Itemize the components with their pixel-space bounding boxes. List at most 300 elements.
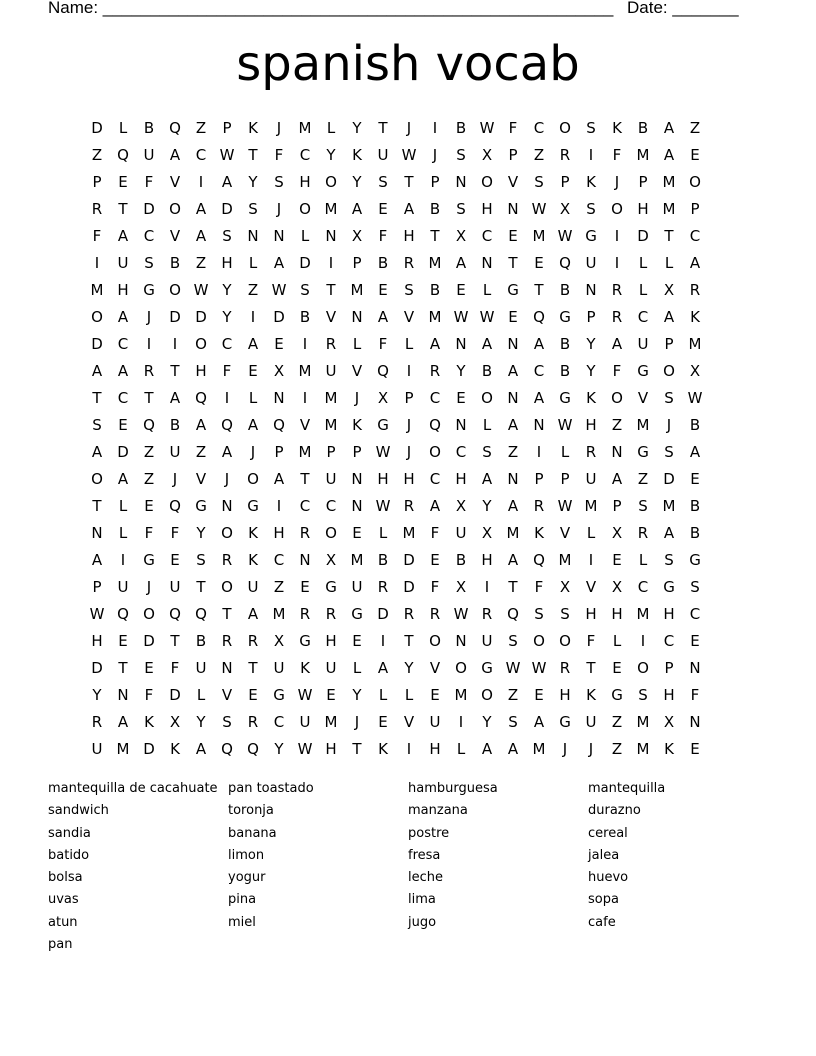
grid-letter: A — [507, 361, 519, 380]
grid-letter: D — [169, 685, 181, 704]
grid-letter: H — [403, 226, 415, 245]
grid-letter: U — [585, 712, 597, 731]
grid-letter: S — [456, 145, 466, 164]
grid-letter: N — [689, 658, 701, 677]
word-list-item: banana — [228, 825, 277, 841]
grid-letter: Q — [559, 253, 571, 272]
word-list-item: durazno — [588, 803, 641, 819]
grid-letter: K — [300, 658, 310, 677]
grid-letter: C — [637, 577, 649, 596]
grid-letter: C — [637, 307, 649, 326]
grid-letter: C — [221, 334, 233, 353]
grid-letter: I — [250, 307, 256, 326]
grid-letter: R — [533, 496, 545, 515]
grid-letter: K — [352, 415, 362, 434]
grid-letter: T — [222, 604, 232, 623]
grid-letter: K — [664, 739, 674, 758]
grid-letter: M — [298, 361, 312, 380]
grid-letter: I — [588, 145, 594, 164]
grid-letter: U — [637, 334, 649, 353]
grid-letter: A — [403, 199, 415, 218]
grid-letter: U — [195, 658, 207, 677]
grid-letter: P — [560, 469, 570, 488]
grid-letter: J — [146, 577, 152, 596]
grid-letter: E — [612, 550, 622, 569]
word-list-item: cereal — [588, 825, 628, 841]
grid-letter: W — [271, 280, 287, 299]
grid-letter: Z — [637, 469, 649, 488]
grid-letter: Z — [91, 145, 103, 164]
grid-letter: A — [377, 658, 389, 677]
grid-letter: O — [429, 442, 441, 461]
grid-letter: O — [325, 523, 337, 542]
grid-letter: H — [91, 631, 103, 650]
grid-letter: L — [456, 739, 466, 758]
grid-letter: R — [585, 442, 597, 461]
grid-letter: O — [429, 631, 441, 650]
grid-letter: A — [195, 199, 207, 218]
grid-letter: P — [92, 577, 102, 596]
grid-letter: T — [352, 739, 362, 758]
grid-letter: A — [195, 739, 207, 758]
grid-letter: Z — [143, 469, 155, 488]
grid-letter: X — [689, 361, 701, 380]
grid-letter: M — [454, 685, 468, 704]
grid-letter: I — [198, 172, 204, 191]
grid-letter: N — [273, 226, 285, 245]
grid-letter: P — [326, 442, 336, 461]
grid-letter: M — [272, 604, 286, 623]
grid-letter: J — [172, 469, 178, 488]
grid-letter: J — [250, 442, 256, 461]
grid-letter: H — [325, 739, 337, 758]
grid-letter: B — [299, 307, 311, 326]
grid-letter: C — [689, 226, 701, 245]
grid-letter: G — [637, 361, 649, 380]
date-field: Date: _______ — [627, 0, 739, 17]
grid-letter: K — [612, 118, 622, 137]
grid-letter: B — [559, 334, 571, 353]
grid-letter: A — [195, 415, 207, 434]
grid-letter: C — [117, 388, 129, 407]
grid-letter: F — [92, 226, 102, 245]
grid-letter: J — [432, 145, 438, 164]
grid-letter: N — [221, 496, 233, 515]
grid-letter: O — [169, 280, 181, 299]
grid-letter: V — [195, 469, 207, 488]
grid-letter: V — [169, 226, 181, 245]
grid-letter: K — [352, 145, 362, 164]
grid-letter: L — [482, 280, 492, 299]
grid-letter: E — [690, 145, 700, 164]
grid-letter: U — [585, 253, 597, 272]
grid-letter: S — [222, 712, 232, 731]
grid-letter: G — [481, 658, 493, 677]
grid-letter: U — [299, 712, 311, 731]
grid-letter: E — [456, 388, 466, 407]
grid-letter: T — [300, 469, 310, 488]
grid-letter: M — [636, 145, 650, 164]
word-list-item: sopa — [588, 892, 619, 908]
grid-letter: I — [432, 118, 438, 137]
word-list-item: fresa — [408, 847, 441, 863]
grid-letter: K — [378, 739, 388, 758]
grid-letter: Y — [222, 307, 232, 326]
grid-letter: S — [456, 199, 466, 218]
grid-letter: S — [638, 496, 648, 515]
grid-letter: O — [533, 631, 545, 650]
grid-letter: A — [377, 307, 389, 326]
grid-letter: L — [352, 334, 362, 353]
grid-letter: L — [638, 253, 648, 272]
grid-letter: Y — [196, 523, 206, 542]
grid-letter: L — [248, 388, 258, 407]
name-field: Name: ______________________________________________________ — [48, 0, 614, 17]
grid-letter: T — [170, 631, 180, 650]
grid-letter: I — [588, 550, 594, 569]
grid-letter: U — [169, 577, 181, 596]
grid-letter: E — [378, 712, 388, 731]
grid-letter: L — [638, 280, 648, 299]
grid-letter: A — [117, 307, 129, 326]
grid-letter: S — [404, 280, 414, 299]
word-list-item: limon — [228, 847, 265, 863]
grid-letter: X — [169, 712, 181, 731]
grid-letter: G — [559, 712, 571, 731]
grid-letter: M — [116, 739, 130, 758]
grid-letter: H — [195, 361, 207, 380]
grid-letter: G — [351, 604, 363, 623]
word-list-item: hamburguesa — [408, 781, 498, 796]
grid-letter: Q — [533, 307, 545, 326]
grid-letter: P — [92, 172, 102, 191]
grid-letter: O — [481, 172, 493, 191]
grid-letter: R — [429, 604, 441, 623]
grid-letter: R — [221, 631, 233, 650]
word-list-item: toronja — [228, 803, 274, 819]
grid-letter: U — [117, 577, 129, 596]
grid-letter: W — [505, 658, 521, 677]
grid-letter: S — [508, 631, 518, 650]
grid-letter: N — [91, 523, 103, 542]
grid-letter: X — [663, 712, 675, 731]
grid-letter: W — [557, 415, 573, 434]
grid-letter: M — [428, 307, 442, 326]
grid-letter: Q — [507, 604, 519, 623]
grid-letter: B — [559, 280, 571, 299]
grid-letter: L — [586, 523, 596, 542]
grid-letter: I — [94, 253, 100, 272]
grid-letter: F — [222, 361, 232, 380]
grid-letter: X — [351, 226, 363, 245]
grid-letter: O — [611, 388, 623, 407]
grid-letter: X — [455, 577, 467, 596]
grid-letter: H — [455, 469, 467, 488]
grid-letter: G — [195, 496, 207, 515]
grid-letter: P — [664, 334, 674, 353]
grid-letter: B — [169, 253, 181, 272]
grid-letter: K — [586, 172, 596, 191]
grid-letter: F — [534, 577, 544, 596]
grid-letter: S — [638, 685, 648, 704]
grid-letter: N — [507, 199, 519, 218]
grid-letter: Z — [611, 712, 623, 731]
grid-letter: T — [430, 226, 440, 245]
grid-letter: G — [559, 307, 571, 326]
grid-letter: R — [403, 496, 415, 515]
grid-letter: Y — [326, 145, 336, 164]
grid-letter: S — [534, 604, 544, 623]
grid-letter: O — [559, 631, 571, 650]
grid-letter: W — [375, 442, 391, 461]
grid-letter: L — [248, 253, 258, 272]
grid-letter: B — [689, 415, 701, 434]
grid-letter: J — [276, 199, 282, 218]
grid-letter: J — [146, 307, 152, 326]
grid-letter: R — [481, 604, 493, 623]
word-list-item: sandia — [48, 825, 91, 841]
grid-letter: M — [324, 199, 338, 218]
grid-letter: A — [481, 334, 493, 353]
grid-letter: A — [689, 442, 701, 461]
grid-letter: W — [219, 145, 235, 164]
grid-letter: M — [636, 739, 650, 758]
grid-letter: O — [455, 658, 467, 677]
grid-letter: E — [118, 631, 128, 650]
grid-letter: Y — [352, 118, 362, 137]
grid-letter: A — [429, 496, 441, 515]
word-list-item: pan toastado — [228, 781, 314, 796]
grid-letter: A — [195, 226, 207, 245]
grid-letter: H — [299, 172, 311, 191]
word-list-item: cafe — [588, 914, 616, 930]
grid-letter: E — [430, 685, 440, 704]
grid-letter: I — [458, 712, 464, 731]
grid-letter: L — [378, 523, 388, 542]
grid-letter: H — [377, 469, 389, 488]
grid-letter: D — [143, 631, 155, 650]
grid-letter: A — [611, 469, 623, 488]
grid-letter: L — [378, 685, 388, 704]
grid-letter: I — [484, 577, 490, 596]
grid-letter: D — [637, 226, 649, 245]
grid-letter: B — [429, 280, 441, 299]
grid-letter: Y — [586, 361, 596, 380]
grid-letter: U — [143, 145, 155, 164]
word-list-item: jalea — [588, 847, 620, 863]
grid-letter: C — [117, 334, 129, 353]
grid-letter: F — [430, 577, 440, 596]
grid-letter: Y — [586, 334, 596, 353]
grid-letter: Q — [273, 415, 285, 434]
grid-letter: A — [91, 442, 103, 461]
grid-letter: T — [118, 658, 128, 677]
grid-letter: A — [663, 118, 675, 137]
grid-letter: V — [221, 685, 233, 704]
grid-letter: S — [586, 118, 596, 137]
grid-letter: T — [170, 361, 180, 380]
grid-letter: Q — [169, 496, 181, 515]
grid-letter: X — [611, 577, 623, 596]
grid-letter: Q — [533, 550, 545, 569]
grid-letter: C — [143, 226, 155, 245]
grid-letter: G — [507, 280, 519, 299]
grid-letter: A — [533, 712, 545, 731]
word-list-item: mantequilla — [588, 781, 666, 796]
grid-letter: J — [666, 415, 672, 434]
grid-letter: P — [352, 442, 362, 461]
grid-letter: W — [687, 388, 703, 407]
grid-letter: Z — [143, 442, 155, 461]
grid-letter: P — [664, 658, 674, 677]
grid-letter: F — [170, 658, 180, 677]
grid-letter: M — [324, 415, 338, 434]
grid-letter: O — [91, 469, 103, 488]
grid-letter: H — [221, 253, 233, 272]
grid-letter: P — [404, 388, 414, 407]
page-title: spanish vocab — [236, 36, 580, 92]
grid-letter: Q — [143, 415, 155, 434]
grid-letter: H — [585, 415, 597, 434]
grid-letter: I — [120, 550, 126, 569]
grid-letter: D — [663, 469, 675, 488]
grid-letter: R — [325, 334, 337, 353]
grid-letter: P — [508, 145, 518, 164]
grid-letter: Y — [248, 172, 258, 191]
grid-letter: T — [196, 577, 206, 596]
grid-letter: L — [300, 226, 310, 245]
grid-letter: S — [300, 280, 310, 299]
grid-letter: W — [89, 604, 105, 623]
grid-letter: H — [585, 604, 597, 623]
grid-letter: L — [196, 685, 206, 704]
word-list-item: mantequilla de cacahuate — [48, 781, 218, 796]
grid-letter: U — [585, 469, 597, 488]
grid-letter: T — [508, 577, 518, 596]
grid-letter: M — [662, 199, 676, 218]
grid-letter: G — [377, 415, 389, 434]
grid-letter: R — [403, 253, 415, 272]
grid-letter: D — [273, 307, 285, 326]
grid-letter: L — [482, 415, 492, 434]
grid-letter: Y — [482, 496, 492, 515]
grid-letter: W — [401, 145, 417, 164]
grid-letter: Z — [533, 145, 545, 164]
grid-letter: M — [584, 496, 598, 515]
grid-letter: F — [430, 523, 440, 542]
grid-letter: J — [354, 712, 360, 731]
grid-letter: J — [588, 739, 594, 758]
grid-letter: E — [508, 307, 518, 326]
grid-letter: B — [455, 550, 467, 569]
grid-letter: L — [404, 685, 414, 704]
grid-letter: N — [351, 496, 363, 515]
grid-letter: K — [534, 523, 544, 542]
grid-letter: S — [92, 415, 102, 434]
grid-letter: C — [533, 118, 545, 137]
grid-letter: F — [612, 145, 622, 164]
grid-letter: Q — [247, 739, 259, 758]
grid-letter: G — [325, 577, 337, 596]
grid-letter: J — [562, 739, 568, 758]
grid-letter: R — [559, 145, 571, 164]
word-list-item: miel — [228, 914, 256, 930]
grid-letter: E — [326, 685, 336, 704]
grid-letter: J — [614, 172, 620, 191]
grid-letter: P — [352, 253, 362, 272]
grid-letter: E — [690, 631, 700, 650]
grid-letter: I — [146, 334, 152, 353]
grid-letter: X — [559, 199, 571, 218]
grid-letter: R — [247, 712, 259, 731]
grid-letter: A — [91, 361, 103, 380]
grid-letter: M — [532, 739, 546, 758]
grid-letter: N — [455, 415, 467, 434]
grid-letter: X — [325, 550, 337, 569]
grid-letter: K — [248, 550, 258, 569]
grid-letter: C — [273, 550, 285, 569]
grid-letter: N — [455, 631, 467, 650]
grid-letter: Q — [169, 118, 181, 137]
grid-letter: R — [325, 604, 337, 623]
grid-letter: U — [325, 658, 337, 677]
grid-letter: Z — [689, 118, 701, 137]
grid-letter: I — [536, 442, 542, 461]
grid-letter: R — [91, 199, 103, 218]
grid-letter: I — [328, 253, 334, 272]
grid-letter: M — [532, 226, 546, 245]
grid-letter: A — [507, 550, 519, 569]
grid-letter: T — [664, 226, 674, 245]
grid-letter: K — [586, 685, 596, 704]
grid-letter: R — [221, 550, 233, 569]
grid-letter: R — [299, 523, 311, 542]
grid-letter: L — [118, 523, 128, 542]
grid-letter: W — [531, 658, 547, 677]
grid-letter: U — [351, 577, 363, 596]
word-list-item: pan — [48, 937, 73, 953]
grid-letter: J — [354, 388, 360, 407]
grid-letter: A — [117, 469, 129, 488]
grid-letter: F — [274, 145, 284, 164]
grid-letter: H — [429, 739, 441, 758]
grid-letter: R — [247, 631, 259, 650]
grid-letter: R — [611, 307, 623, 326]
grid-letter: G — [689, 550, 701, 569]
grid-letter: X — [455, 496, 467, 515]
grid-letter: F — [690, 685, 700, 704]
grid-letter: O — [637, 658, 649, 677]
grid-letter: E — [378, 199, 388, 218]
grid-letter: A — [117, 226, 129, 245]
grid-letter: F — [586, 631, 596, 650]
grid-letter: U — [273, 658, 285, 677]
grid-letter: N — [273, 388, 285, 407]
grid-letter: N — [585, 280, 597, 299]
grid-letter: J — [224, 469, 230, 488]
grid-letter: C — [481, 226, 493, 245]
grid-letter: N — [299, 550, 311, 569]
grid-letter: D — [195, 307, 207, 326]
grid-letter: B — [195, 631, 207, 650]
grid-letter: L — [664, 253, 674, 272]
grid-letter: A — [273, 253, 285, 272]
grid-letter: D — [117, 442, 129, 461]
grid-letter: U — [481, 631, 493, 650]
grid-letter: A — [481, 739, 493, 758]
grid-letter: M — [662, 172, 676, 191]
word-list-item: batido — [48, 847, 90, 863]
